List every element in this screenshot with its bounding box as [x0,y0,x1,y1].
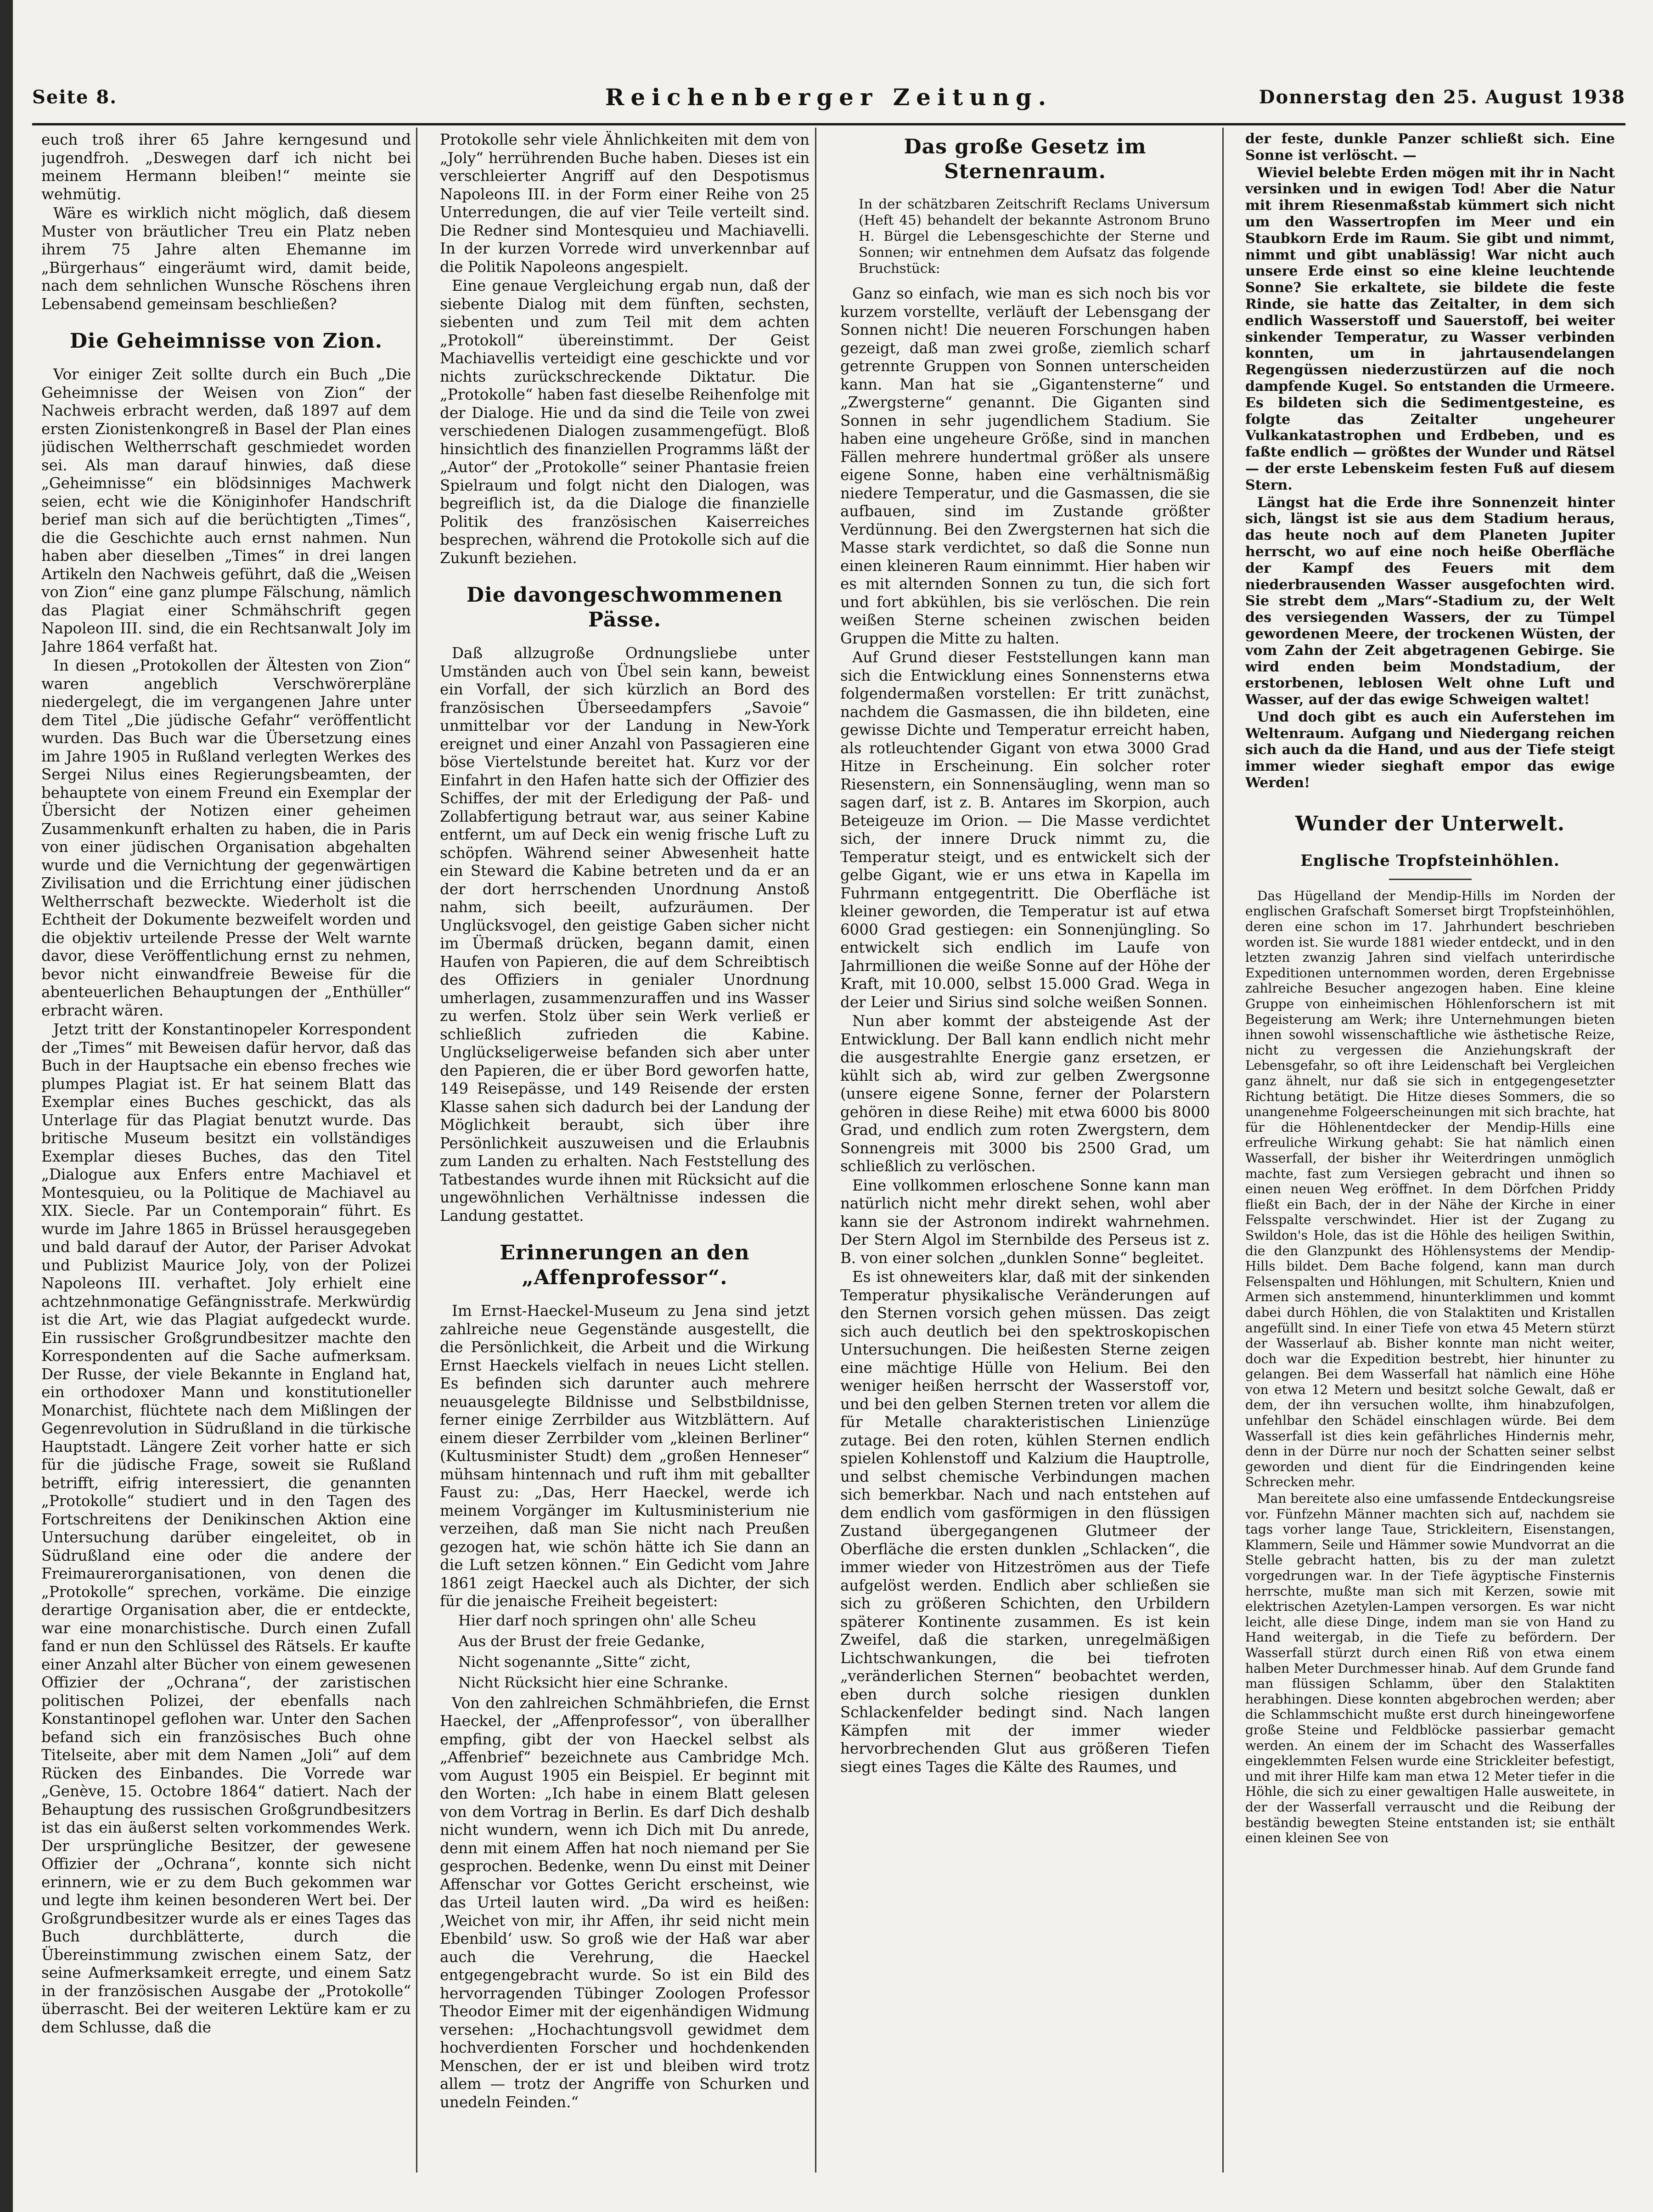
page-number: Seite 8. [32,86,118,108]
paragraph: In diesen „Protokollen der Ältesten von Zion“ waren angeblich Verschwörerpläne niedergelegt, die im vergangenen Jahre unter dem Titel „Die jüdische Gefahr“ veröffentlicht wurden. Das Buch war die Übersetzung eines im Jahre 1905 in Rußland verlegten Werkes des Sergei Nilus eines Regierungsbeamten, der behauptete von einem Freund ein Exemplar der Übersicht der Notizen einer geheimen Zusammenkunft erhalten zu haben, die in Paris von einer jüdischen Organisation abgehalten wurde und die Vernichtung der gegenwärtigen Zivilisation und die Errichtung einer jüdischen Weltherrschaft bezweckte. Wiederholt ist die Echtheit der Dokumente bezweifelt worden und die objektiv urteilende Presse der Welt warnte davor, diese Veröffentlichung ernst zu nehmen, bevor nicht einwandfreie Beweise für die abenteuerlichen Behauptungen der „Enthüller“ erbracht wären. [41,657,411,1019]
article-heading: Erinnerungen an den [500,1241,750,1264]
column-4 [1245,131,1615,2172]
poem-line: Hier darf noch springen ohn' alle Scheu [458,1611,757,1629]
paragraph: Nun aber kommt der absteigende Ast der Entwicklung. Der Ball kann endlich nicht mehr die ausgestrahlte Energie ganz ersetzen, er kühlt sich ab, wird zur gelben Zwergsonne (unsere eigene Sonne, ferner der Polarstern gehören in diese Reihe) mit etwa 6000 bis 8000 Grad, und endlich zum roten Zwergstern, dem Sonnengreis mit 3000 bis 2500 Grad, um schließlich zu verlöschen. [840,1012,1210,1175]
paragraph: Daß allzugroße Ordnungsliebe unter Umständen auch von Übel sein kann, beweist ein Vorfall, der sich kürzlich an Bord des französischen Überseedampfers „Savoie“ unmittelbar vor der Landung in New-York ereignet und einer Anzahl von Passagieren eine böse Viertelstunde bereitet hat. Kurz vor der Einfahrt in den Hafen hatte sich der Offizier des Schiffes, der mit der Erledigung der Paß- und Zollabfertigung betraut war, aus seiner Kabine entfernt, um auf Deck ein wenig frische Luft zu schöpfen. Während seiner Abwesenheit hatte ein Steward die Kabine betreten und da er an der dort herrschenden Unordnung Anstoß nahm, sich beeilt, aufzuräumen. Der Unglücksvogel, den geistige Gaben sicher nicht im Übermaß drücken, begann damit, einen Haufen von Papieren, die auf dem Schreibtisch des Offiziers in genialer Unordnung umherlagen, zusammenzuraffen und ins Wasser zu werfen. Stolz über sein Werk verließ er schließlich zufrieden die Kabine. Unglückseligerweise befanden sich aber unter den Papieren, die er über Bord geworfen hatte, 149 Reisepässe, und 149 Reisende der ersten Klasse sahen sich dadurch bei der Landung der Möglichkeit beraubt, sich über ihre Persönlichkeit auszuweisen und die Erlaubnis zum Landen zu erhalten. Nach Feststellung des Tatbestandes wurde ihnen mit Rücksicht auf die ungewöhnlichen Verhältnisse indessen die Landung gestattet. [440,644,810,1224]
paragraph: Protokolle sehr viele Ähnlichkeiten mit dem von „Joly“ herrührenden Buche haben. Dieses ist ein verschleierter Angriff auf den Despotismus Napoleons III. in der Form einer Reihe von 25 Unterredungen, die auf vier Teile verteilt sind. Die Redner sind Montesquieu und Machiavelli. In der kurzen Vorrede wird unverkennbar auf die Politik Napoleons angespielt. [440,131,810,276]
poem-line: Nicht sogenannte „Sitte“ zicht, [458,1653,691,1670]
paragraph: der feste, dunkle Panzer schließt sich. Eine Sonne ist verlöscht. — [1245,131,1615,164]
column-divider [416,128,417,2172]
scan-border [0,0,13,2212]
article-heading: Die davongeschwommenen Pässe. [467,583,783,632]
article-subheading: Englische Tropfsteinhöhlen. [1300,851,1560,870]
header-rule [32,123,1625,125]
article-heading: „Affenprofessor“. [522,1266,728,1289]
paragraph: Vor einiger Zeit sollte durch ein Buch „Die Geheimnisse der Weisen von Zion“ der Nachweis erbracht werden, daß 1897 auf dem ersten Zionistenkongreß in Basel der Plan eines jüdischen Weltherrschaft geschmiedet worden sei. Als man darauf hinwies, daß diese „Geheimnisse“ ein blödsinniges Machwerk seien, echt wie die Königinhofer Handschrift berief man sich auf die berüchtigten „Times“, die die Geschichte auch ernst nahmen. Nun haben aber dieselben „Times“ in drei langen Artikeln den Nachweis geführt, daß die „Weisen von Zion“ eine ganz plumpe Fälschung, nämlich das Plagiat einer Schmähschrift gegen Napoleon III. sind, die ein Rechtsanwalt Joly im Jahre 1864 verfaßt hat. [41,366,411,655]
poem-line: Aus der Brust der freie Gedanke, [458,1632,705,1650]
paragraph: Wieviel belebte Erden mögen mit ihr in Nacht versinken und in ewigen Tod! Aber die Natur mit ihrem Riesenmaßstab kümmert sich nicht um den Wassertropfen im Meer und ein Staubkorn Erde im Raum. Sie gibt und nimmt, nimmt und gibt unablässig! War nicht auch unsere Erde einst so eine kleine leuchtende Sonne? Sie erkaltete, sie bildete die feste Rinde, sie hatte das Zeitalter, in dem sich endlich Wasserstoff und Sauerstoff, bei weiter sinkender Temperatur, zu Wasser verbinden konnten, um in jahrtausendelangen Regengüssen niederzustürzen auf die noch dampfende Kugel. So entstanden die Urmeere. Es bildeten sich die Sedimentgesteine, es folgte das Zeitalter ungeheurer Vulkankatastrophen und Erdbeben, und es faßte endlich — größtes der Wunder und Rätsel — der erste Lebenskeim festen Fuß auf diesem Stern. [1245,164,1615,493]
paragraph: Eine genaue Vergleichung ergab nun, daß der siebente Dialog mit dem fünften, sechsten, siebenten und zum Teil mit dem achten „Protokoll“ übereinstimmt. Der Geist Machiavellis verteidigt eine geschickte und vor nichts zurückschreckende Diktatur. Die „Protokolle“ haben fast dieselbe Reihenfolge mit der Dialoge. Hie und da sind die Teile von zwei verschiedenen Dialogen zusammengefügt. Bloß hinsichtlich des finanziellen Programms läßt der „Autor“ der „Protokolle“ seiner Phantasie freien Spielraum und folgt nicht den Dialogen, was begreiflich ist, da die Dialoge die finanzielle Politik des französischen Kaiserreiches besprechen, während die Protokolle sich auf die Zukunft beziehen. [440,277,810,567]
paragraph: Man bereitete also eine umfassende Entdeckungsreise vor. Fünfzehn Männer machten sich auf, nachdem sie tags vorher lange Taue, Strickleitern, Eisenstangen, Klammern, Seile und Hämmer sowie Mundvorrat an die Stelle gebracht hatten, bis zu der man zuletzt vorgedrungen war. In der Tiefe ägyptische Finsternis herrschte, mußte man sich mit Kerzen, sowie mit elektrischen Azetylen-Lampen versorgen. Es war nicht leicht, alle diese Dinge, indem man sie von Hand zu Hand weitergab, in die Tiefe zu befördern. Der Wasserfall stürzt durch einen Riß von etwa einem halben Meter Durchmesser hinab. Auf dem Grunde fand man flüssigen Schlamm, über den Stalaktiten herabhingen. Diese konnten abgebrochen werden; aber die Schlammschicht mußte erst durch hineingeworfene große Steine und Feldblöcke passierbar gemacht werden. An einem der im Schacht des Wasserfalles eingeklemmten Felsen wurde eine Strickleiter befestigt, und mit ihrer Hilfe kam man etwa 12 Meter tiefer in die Höhle, die sich zu einer gewaltigen Halle ausweitete, in der der Wasserfall verrauscht und die Reibung der beständig bewegten Steine entstanden ist; sie enthält einen kleinen See von [1245,1491,1615,1846]
paragraph: Das Hügelland der Mendip-Hills im Norden der englischen Grafschaft Somerset birgt Tropfsteinhöhlen, deren eine schon im 17. Jahrhundert beschrieben worden ist. Sie wurde 1881 wieder entdeckt, und in den letzten zwanzig Jahren sind vielfach unterirdische Expeditionen unternommen worden, deren Ergebnisse zahlreiche Besucher angezogen haben. Eine kleine Gruppe von einheimischen Höhlenforschern ist mit Begeisterung am Werk; ihre Unternehmungen bieten ihnen sowohl wissenschaftliche wie ästhetische Reize, nicht zu vergessen die Anziehungskraft der Lebensgefahr, so oft ihre Leidenschaft bei Vergleichen ganz ähnelt, nur daß sie sich in entgegengesetzter Richtung betätigt. Die Hitze dieses Sommers, die so unangenehme Folgeerscheinungen mit sich brachte, hat für die Höhlenentdecker der Mendip-Hills eine erfreuliche Wirkung gehabt: Sie hat nämlich einen Wasserfall, der bisher ihr Weiterdringen unmöglich machte, fast zum Versiegen gebracht und ihnen so einen neuen Weg eröffnet. In dem Dörfchen Priddy fließt ein Bach, der in der Nähe der Kirche in einer Felsspalte verschwindet. Hier ist der Zugang zu Swildon's Hole, das ist die Höhle des heiligen Swithin, die den Glanzpunkt des Höhlensystems der Mendip-Hills bildet. Dem Bache folgend, kann man durch Felsenspalten und Höhlungen, mit Schultern, Knien und Armen sich anstemmend, hinunterklimmen und kommt dabei durch Höhlen, die von Stalaktiten und Kristallen angefüllt sind. In einer Tiefe von etwa 45 Metern stürzt der Wasserlauf ab. Bisher konnte man nicht weiter, doch war die Expedition bestrebt, hier hinunter zu gelangen. Bei dem Wasserfall hat nämlich eine Höhe von etwa 12 Metern und besitzt solche Gewalt, daß er dem, der ihn versuchen wollte, ihm hinabzufolgen, unfehlbar den Schädel einschlagen würde. Bei dem Wasserfall ist dies kein gefährliches Hindernis mehr, denn in der Dürre nur noch der Schatten seiner selbst geworden und dient für die Eindringenden keine Schrecken mehr. [1245,888,1615,1490]
issue-date: Donnerstag den 25. August 1938 [1259,86,1625,108]
page-header [32,82,1625,124]
paragraph: Und doch gibt es auch ein Auferstehen im Weltenraum. Aufgang und Niedergang reichen sich auch da die Hand, und aus der Tiefe steigt immer wieder sieghaft empor das ewige Werden! [1245,709,1615,791]
paragraph: Wäre es wirklich nicht möglich, daß diesem Muster von bräutlicher Treu ein Platz neben ihrem 75 Jahre alten Ehemanne im „Bürgerhaus“ eingeräumt wird, damit beide, nach dem sehnlichen Wunsche Röschens ihren Lebensabend gemeinsam beschließen? [41,204,411,313]
article-intro: In der schätzbaren Zeitschrift Reclams Universum (Heft 45) behandelt der bekannte Astronom Bruno H. Bürgel die Lebensgeschichte der Sterne und Sonnen; wir entnehmen dem Aufsatz das folgende Bruchstück: [859,196,1210,276]
paragraph: euch troß ihrer 65 Jahre kerngesund und jugendfroh. „Deswegen darf ich nicht bei meinem Hermann bleiben!“ meinte sie wehmütig. [41,131,411,203]
paragraph: Längst hat die Erde ihre Sonnenzeit hinter sich, längst ist sie aus dem Stadium heraus, das heute noch auf dem Planeten Jupiter herrscht, wo auf eine noch heiße Oberfläche der Kampf des Feuers mit dem niederbrausenden Wasser ausgefochten wird. Sie strebt dem „Mars“-Stadium zu, der Welt des versiegenden Wassers, der zu Tümpel gewordenen Meere, der trockenen Wüsten, der vom Zahn der Zeit abgetragenen Gebirge. Sie wird enden beim Mondstadium, der erstorbenen, leblosen Welt ohne Luft und Wasser, auf der das ewige Schweigen waltet! [1245,494,1615,708]
column-1 [41,131,411,2172]
column-3 [840,131,1210,2172]
heading-rule [1389,879,1472,880]
article-heading: Wunder der Unterwelt. [1295,812,1565,835]
paragraph: Im Ernst-Haeckel-Museum zu Jena sind jetzt zahlreiche neue Gegenstände ausgestellt, die die Persönlichkeit, die Arbeit und die Wirkung Ernst Haeckels vielfach in neues Licht stellen. Es befinden sich darunter auch mehrere neuausgelegte Bildnisse und Selbstbildnisse, ferner einige Zerrbilder aus Witzblättern. Auf einem dieser Zerrbilder vom „kleinen Berliner“ (Kultusminister Studt) dem „großen Henneser“ mühsam hintennach und ruft ihm mit geballter Faust zu: „Das, Herr Haeckel, werde ich meinem Vorgänger im Kultusministerium nie verzeihen, daß man Sie nicht nach Preußen gezogen hat, wie schön hätte ich Sie dann an die Luft setzen können.“ Ein Gedicht vom Jahre 1861 zeigt Haeckel auch als Dichter, der sich für die jenaische Freiheit begeistert: [440,1302,810,1610]
poem-line: Nicht Rücksicht hier eine Schranke. [458,1673,729,1691]
article-heading: Die Geheimnisse von Zion. [69,329,383,353]
paragraph: Eine vollkommen erloschene Sonne kann man natürlich nicht mehr direkt sehen, wohl aber kann sie der Astronom indirekt wahrnehmen. Der Stern Algol im Sternbilde des Perseus ist z. B. von einer solchen „dunklen Sonne“ begleitet. [840,1176,1210,1267]
paragraph: Ganz so einfach, wie man es sich noch bis vor kurzem vorstellte, verläuft der Lebensgang der Sonnen nicht! Die neueren Forschungen haben gezeigt, daß man zwei große, ziemlich scharf getrennte Gruppen von Sonnen unterscheiden kann. Man hat sie „Gigantensterne“ und „Zwergsterne“ genannt. Die Giganten sind Sonnen in sehr jugendlichem Stadium. Sie haben eine ungeheure Größe, sind in manchen Fällen mehrere hundertmal größer als unsere eigene Sonne, haben eine verhältnismäßig niedere Temperatur, und die Gasmassen, die sie aufbauen, sind im Zustande größter Verdünnung. Bei den Zwergsternen hat sich die Masse stark verdichtet, so daß die Sonne nun einen kleineren Raum einnimmt. Hier haben wir es mit alternden Sonnen zu tun, die sich fort und fort abkühlen, bis sie verlöschen. Die rein weißen Sterne scheinen zwischen beiden Gruppen die Mitte zu halten. [840,285,1210,647]
column-divider [1222,128,1224,2172]
article-heading: Das große Gesetz im Sternenraum. [904,135,1147,183]
paragraph: Auf Grund dieser Feststellungen kann man sich die Entwicklung eines Sonnensterns etwa folgendermaßen vorstellen: Er tritt zunächst, nachdem die Gasmassen, die ihn bildeten, eine gewisse Dichte und Temperatur erreicht haben, als rotleuchtender Gigant von etwa 3000 Grad Hitze in Erscheinung. Ein solcher roter Riesenstern, ein Sonnensäugling, wenn man so sagen darf, ist z. B. Antares im Skorpion, auch Beteigeuze im Orion. — Die Masse verdichtet sich, der innere Druck nimmt zu, die Temperatur steigt, und es entwickelt sich der gelbe Gigant, wie er uns etwa in Kapella im Fuhrmann entgegentritt. Die Oberfläche ist kleiner geworden, die Temperatur ist auf etwa 6000 Grad gestiegen: ein Sonnenjüngling. So entwickelt sich endlich im Laufe von Jahrmillionen die weiße Sonne auf der Höhe der Kraft, mit 10.000, selbst 15.000 Grad. Wega in der Leier und Sirius sind solche weißen Sonnen. [840,649,1210,1011]
paragraph: Jetzt tritt der Konstantinopeler Korrespondent der „Times“ mit Beweisen dafür hervor, daß das Buch in der Hauptsache ein ebenso freches wie plumpes Plagiat ist. Er hat seinem Blatt das Exemplar eines Buches geschickt, das als Unterlage für das Plagiat benutzt wurde. Das britische Museum besitzt ein vollständiges Exemplar dieses Buches, das den Titel „Dialogue aux Enfers entre Machiavel et Montesquieu, ou la Politique de Machiavel au XIX. Siecle. Par un Contemporain“ führt. Es wurde im Jahre 1865 in Brüssel herausgegeben und bald darauf der Autor, der Pariser Advokat und Publizist Maurice Joly, von der Polizei Napoleons III. verhaftet. Joly erhielt eine achtzehnmonatige Gefängnisstrafe. Merkwürdig ist die Art, wie das Plagiat aufgedeckt wurde. Ein russischer Großgrundbesitzer machte den Korrespondenten auf die Sache aufmerksam. Der Russe, der viele Bekannte in England hat, ein orthodoxer Mann und konstitutioneller Monarchist, flüchtete nach dem Mißlingen der Gegenrevolution in Südrußland in die türkische Hauptstadt. Längere Zeit vorher hatte er sich für die jüdische Frage, soweit sie Rußland betrifft, eifrig interessiert, die genannten „Protokolle“ studiert und in den Tagen des Fortschreitens der Denikinschen Aktion eine Untersuchung darüber eingeleitet, ob in Südrußland eine oder die andere der Freimaurerorganisationen, von denen die „Protokolle“ sprechen, vorkäme. Die einzige derartige Organisation aber, die er entdeckte, war eine monarchistische. Durch einen Zufall fand er nun den Schlüssel des Rätsels. Er kaufte einer Anzahl alter Bücher von einem gewesenen Offizier der „Ochrana“, der zaristischen politischen Polizei, der ebenfalls nach Konstantinopel geflohen war. Unter den Sachen befand sich ein französisches Buch ohne Titelseite, aber mit dem Namen „Joli“ auf dem Rücken des Einbandes. Die Vorrede war „Genève, 15. Octobre 1864“ datiert. Nach der Behauptung des russischen Großgrundbesitzers ist das ein äußerst selten vorkommendes Werk. Der ursprüngliche Besitzer, der gewesene Offizier der „Ochrana“, konnte sich nicht erinnern, wie er zu dem Buch gekommen war und legte ihm keinen besonderen Wert bei. Der Großgrundbesitzer wurde als er eines Tages das Buch durchblätterte, durch die Übereinstimmung zwischen einem Satz, der seine Aufmerksamkeit erregte, und einem Satz in der französischen Ausgabe der „Protokolle“ überrascht. Bei der weiteren Lektüre kam er zu dem Schlusse, daß die [41,1021,411,2036]
paragraph: Es ist ohneweiters klar, daß mit der sinkenden Temperatur physikalische Veränderungen auf den Sternen vorsich gehen müssen. Das zeigt sich auch deutlich bei den spektroskopischen Untersuchungen. Die heißesten Sterne zeigen eine mächtige Hülle von Helium. Bei den weniger heißen herrscht der Wasserstoff vor, und bei den gelben Sternen treten vor allem die für Metalle charakteristischen Linienzüge zutage. Bei den roten, kühlen Sternen endlich spielen Kohlenstoff und Kalzium die Hauptrolle, und selbst chemische Verbindungen machen sich bemerkbar. Nach und nach entstehen auf dem endlich vom gasförmigen in den flüssigen Zustand übergegangenen Glutmeer der Oberfläche die ersten dunklen „Schlacken“, die immer wieder von Hitzeströmen aus der Tiefe aufgelöst werden. Endlich aber schließen sie sich zu größeren Schichten, den Urbildern späterer Kontinente zusammen. Es ist kein Zweifel, daß die starken, unregelmäßigen Lichtschwankungen, die bei tiefroten „veränderlichen Sternen“ beobachtet werden, eben durch solche riesigen dunklen Schlackenfelder bedingt sind. Nach langen Kämpfen mit der immer wieder hervorbrechenden Glut aus größeren Tiefen siegt eines Tages die Kälte des Raumes, und [840,1268,1210,1776]
column-2 [440,131,810,2172]
column-divider [815,128,816,2172]
masthead: Reichenberger Zeitung. [605,84,1053,111]
paragraph: Von den zahlreichen Schmähbriefen, die Ernst Haeckel, der „Affenprofessor“, von überallher empfing, gibt der von Haeckel selbst als „Affenbrief“ bezeichnete aus Cambridge Mch. vom August 1905 ein Beispiel. Er beginnt mit den Worten: „Ich habe in einem Blatt gelesen von dem Vortrag in Berlin. Es darf Dich deshalb nicht wundern, wenn ich Dich mit Du anrede, denn mit einem Affen hat noch niemand per Sie gesprochen. Bedenke, wenn Du einst mit Deiner Affenschar vor Gottes Gericht erscheinst, wie das Urteil lauten wird. „Da wird es heißen: ‚Weichet von mir, ihr Affen, ihr seid nicht mein Ebenbild‘ usw. So groß wie der Haß war aber auch die Verehrung, die Haeckel entgegengebracht wurde. So ist ein Bild des hervorragenden Tübinger Zoologen Professor Theodor Eimer mit der eigenhändigen Widmung versehen: „Hochachtungsvoll gewidmet dem hochverdienten Forscher und hochdenkenden Menschen, der er ist und bleiben wird trotz allem — trotz der Angriffe von Schurken und unedeln Feinden.“ [440,1694,810,2111]
